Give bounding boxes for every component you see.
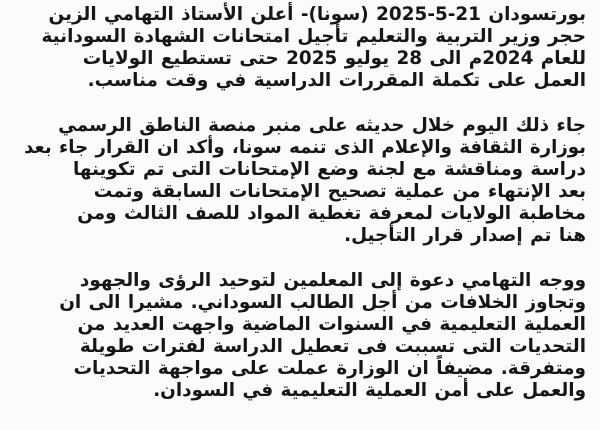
text-line: هنا تم إصدار قرار التأجيل. bbox=[344, 225, 586, 246]
text-line: وتجاوز الخلافات من أجل الطالب السوداني. مشيرا الى ان bbox=[59, 292, 586, 313]
text-line: ومتفرقة. مضيفاً ان الوزارة عملت على مواجهة التحديات bbox=[73, 358, 586, 379]
text-line: العمل على تكملة المقررات الدراسية في وقت مناسب. bbox=[87, 70, 586, 91]
text-line: جاء ذلك اليوم خلال حديثه على منبر منصة الناطق الرسمي bbox=[58, 115, 586, 136]
article-paragraph-3 bbox=[18, 270, 586, 402]
text-line: والعمل على أمن العملية التعليمية في السودان. bbox=[153, 380, 586, 401]
text-line: مخاطبة الولايات لمعرفة تغطية المواد للصف الثالث ومن bbox=[77, 203, 586, 224]
text-line: حجر وزير التربية والتعليم تأجيل امتحانات الشهادة السودانية bbox=[41, 26, 586, 47]
text-line: التحديات التى تسببت فى تعطيل الدراسة لفترات طويلة bbox=[79, 336, 586, 357]
text-line: للعام 2024م الى 28 يوليو 2025 حتى تستطيع الولايات bbox=[82, 48, 586, 69]
text-line: بورتسودان 21-5-2025 (سونا)- أعلن الأستاذ التهامي الزين bbox=[48, 4, 586, 25]
text-line: بوزارة الثقافة والإعلام الذى تنمه سونا، وأكد ان القرار جاء بعد bbox=[24, 137, 586, 158]
news-article bbox=[18, 4, 586, 402]
text-line: دراسة ومناقشة مع لجنة وضع الإمتحانات التى تم تكوينها bbox=[72, 159, 586, 180]
text-line: ووجه التهامي دعوة إلى المعلمين لتوحيد الرؤى والجهود bbox=[79, 270, 586, 291]
article-paragraph-1 bbox=[18, 4, 586, 92]
article-paragraph-2 bbox=[18, 115, 586, 247]
text-line: العملية التعليمية في السنوات الماضية واجهت العديد من bbox=[77, 314, 586, 335]
text-line: بعد الإنتهاء من عملية تصحيح الإمتحانات السابقة وتمت bbox=[93, 181, 586, 202]
